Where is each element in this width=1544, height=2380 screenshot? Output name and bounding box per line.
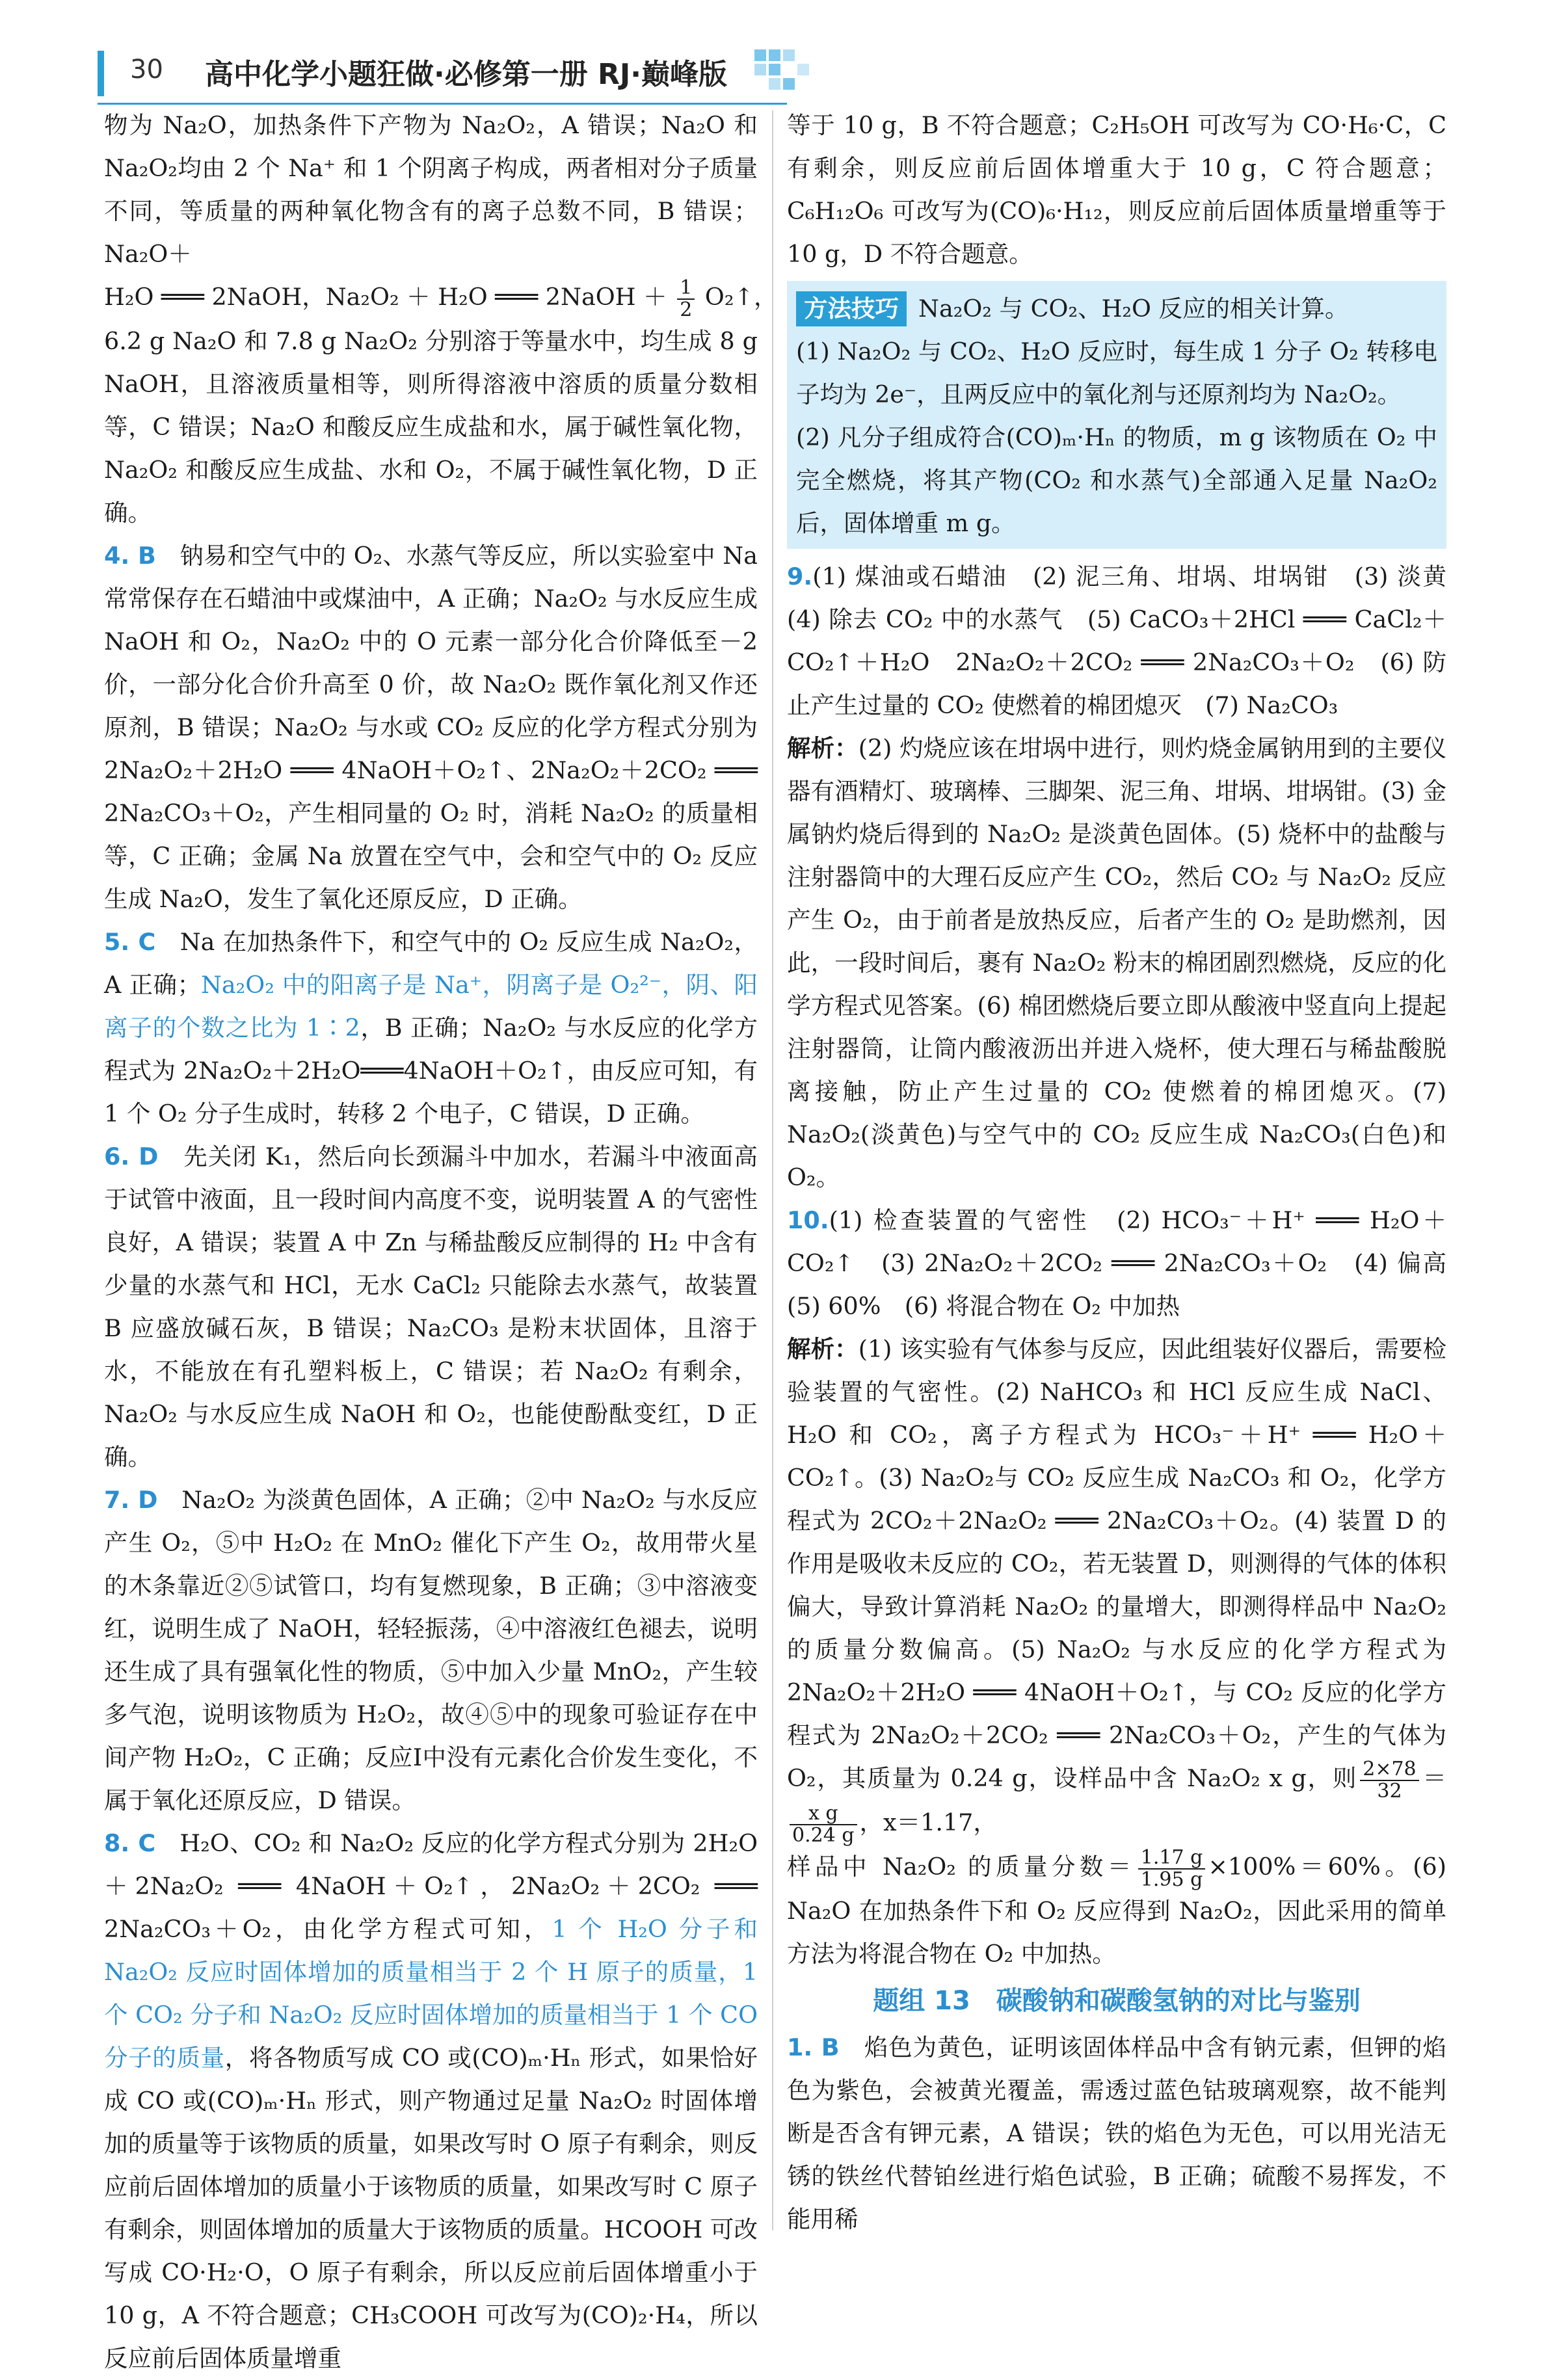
header-accent-bar: [98, 51, 104, 96]
page-header: [98, 46, 1446, 104]
right-column: [787, 104, 1471, 2241]
highlight-text: Na₂O₂ 中的阳离子是 Na⁺，阴离子是 O₂²⁻，阴、阳离子的个数之比为 1∶2: [104, 971, 758, 1042]
tip-tag: 方法技巧: [796, 291, 907, 326]
section-title: 题组 13 碳酸钠和碳酸氢钠的对比与鉴别: [873, 1986, 1361, 2016]
book-title: 高中化学小题狂做·必修第一册 RJ·巅峰版: [205, 58, 727, 91]
answer-7: 7. D Na₂O₂ 为淡黄色固体，A 正确；②中 Na₂O₂ 与水反应产生 O₂，⑤中 H₂O₂ 在 MnO₂ 催化下产生 O₂，故用带火星的木条靠近②⑤试管口，均有复燃现象，B 正确；③中溶液变红，说明生成了 NaOH，轻轻振荡，④中溶液红色褪去，说明还生成了具有强氧化性的物质，⑤中加入少量 MnO₂，产生较多气泡，说明该物质为 H₂O₂，故④⑤中的现象可验证存在中间产物 H₂O₂，C 正确；反应Ⅰ中没有元素化合价发生变化，不属于氧化还原反应，D 错误。: [104, 1486, 758, 1814]
answer-6: 6. D 先关闭 K₁，然后向长颈漏斗中加水，若漏斗中液面高于试管中液面，且一段时间内高度不变，说明装置 A 的气密性良好，A 错误；装置 A 中 Zn 与稀盐酸反应制得的 H₂ 中含有少量的水蒸气和 HCl，无水 CaCl₂ 只能除去水蒸气，故装置 B 应盛放碱石灰，B 错误；Na₂CO₃ 是粉末状固体，且溶于水，不能放在有孔塑料板上，C 错误；若 Na₂O₂ 有剩余，Na₂O₂ 与水反应生成 NaOH 和 O₂，也能使酚酞变红，D 正确。: [104, 1143, 758, 1471]
answer-8: 8. C H₂O、CO₂ 和 Na₂O₂ 反应的化学方程式分别为 2H₂O＋2Na₂O₂ ═══ 4NaOH＋O₂↑，2Na₂O₂＋2CO₂ ═══ 2Na₂CO₃＋O₂，由化学方程式可知，1 个 H₂O 分子和 Na₂O₂ 反应时固体增加的质量相当于 2 个 H 原子的质量，1 个 CO₂ 分子和 Na₂O₂ 反应时固体增加的质量相当于 1 个 CO 分子的质量，将各物质写成 CO 或(CO)ₘ·Hₙ 形式，如果恰好成 CO 或(CO)ₘ·Hₙ 形式，则产物通过足量 Na₂O₂ 时固体增加的质量等于该物质的质量，如果改写时 O 原子有剩余，则反应前后固体增加的质量小于该物质的质量，如果改写时 C 原子有剩余，则固体增加的质量大于该物质的质量。HCOOH 可改写成 CO·H₂·O，O 原子有剩余，所以反应前后固体增重小于 10 g，A 不符合题意；CH₃COOH 可改写为(CO)₂·H₄，所以反应前后固体质量增重: [104, 1829, 758, 2372]
fraction-mass: $\frac{1.17 g}{1.95 g}$: [1138, 1847, 1206, 1890]
fraction-ratio-1: $\frac{2\times 78}{32}$: [1360, 1759, 1418, 1801]
tip-point-2: (2) 凡分子组成符合(CO)ₘ·Hₙ 的物质，m g 该物质在 O₂ 中完全燃烧，将其产物(CO₂ 和水蒸气)全部通入足量 Na₂O₂ 后，固体增重 m g。: [796, 423, 1437, 537]
left-column: [104, 104, 778, 2380]
answer-9: 9.(1) 煤油或石蜡油 (2) 泥三角、坩埚、坩埚钳 (3) 淡黄 (4) 除去 CO₂ 中的水蒸气 (5) CaCO₃＋2HCl ═══ CaCl₂＋CO₂↑＋H₂O 2Na₂O₂＋2CO₂ ═══ 2Na₂CO₃＋O₂ (6) 防止产生过量的 CO₂ 使燃着的棉团熄灭 (7) Na₂CO₃: [787, 562, 1471, 719]
column-divider: [772, 111, 773, 2230]
page-number: 30: [130, 55, 163, 85]
answer-10-analysis: 解析：(1) 该实验有气体参与反应，因此组装好仪器后，需要检验装置的气密性。(2) NaHCO₃ 和 HCl 反应生成 NaCl、H₂O 和 CO₂，离子方程式为 HCO₃⁻＋H⁺ ═══ H₂O＋CO₂↑。(3) Na₂O₂与 CO₂ 反应生成 Na₂CO₃ 和 O₂，化学方程式为 2CO₂＋2Na₂O₂ ═══ 2Na₂CO₃＋O₂。(4) 装置 D 的作用是吸收未反应的 CO₂，若无装置 D，则测得的气体的体积偏大，导致计算消耗 Na₂O₂ 的量增大，即测得样品中 Na₂O₂ 的质量分数偏高。(5) Na₂O₂ 与水反应的化学方程式为 2Na₂O₂＋2H₂O ═══ 4NaOH＋O₂↑，与 CO₂ 反应的化学方程式为 2Na₂O₂＋2CO₂ ═══ 2Na₂CO₃＋O₂，产生的气体为 O₂，其质量为 0.24 g，设样品中含 Na₂O₂ x g，则 $\frac{2\times 78}{32}$ ＝ $\frac{\text{x g}}{0.24 g}$ ，x＝1.17，: [787, 1335, 1447, 1847]
fraction-half: $\frac{1}{2}$: [677, 278, 695, 320]
answer-10: 10.(1) 检查装置的气密性 (2) HCO₃⁻＋H⁺ ═══ H₂O＋CO₂↑ (3) 2Na₂O₂＋2CO₂ ═══ 2Na₂CO₃＋O₂ (4) 偏高 (5) 60% (6) 将混合物在 O₂ 中加热: [787, 1206, 1471, 1320]
fraction-ratio-2: $\frac{\text{x g}}{0.24 g}$: [790, 1803, 857, 1845]
answer-4: 4. B 钠易和空气中的 O₂、水蒸气等反应，所以实验室中 Na 常常保存在石蜡油中或煤油中，A 正确；Na₂O₂ 与水反应生成 NaOH 和 O₂，Na₂O₂ 中的 O 元素一部分化合价降低至－2 价，一部分化合价升高至 0 价，故 Na₂O₂ 既作氧化剂又作还原剂，B 错误；Na₂O₂ 与水或 CO₂ 反应的化学方程式分别为 2Na₂O₂＋2H₂O ═══ 4NaOH＋O₂↑、2Na₂O₂＋2CO₂ ═══ 2Na₂CO₃＋O₂，产生相同量的 O₂ 时，消耗 Na₂O₂ 的质量相等，C 正确；金属 Na 放置在空气中，会和空气中的 O₂ 反应生成 Na₂O，发生了氧化还原反应，D 正确。: [104, 542, 758, 913]
mass-fraction-line: 样品中 Na₂O₂ 的质量分数＝ $\frac{1.17 g}{1.95 g}$ ×100%＝60%。(6) Na₂O 在加热条件下和 O₂ 反应得到 Na₂O₂，因此采用的简单方法为将混合物在 O₂ 中加热。: [787, 1846, 1446, 1968]
answer-5: 5. C Na 在加热条件下，和空气中的 O₂ 反应生成 Na₂O₂，A 正确；Na₂O₂ 中的阳离子是 Na⁺，阴离子是 O₂²⁻，阴、阳离子的个数之比为 1∶2，B 正确；Na₂O₂ 与水反应的化学方程式为 2Na₂O₂＋2H₂O═══4NaOH＋O₂↑，由反应可知，有 1 个 O₂ 分子生成时，转移 2 个电子，C 错误，D 正确。: [104, 928, 758, 1128]
answer-8-continued: 等于 10 g，B 不符合题意；C₂H₅OH 可改写为 CO·H₆·C，C 有剩余，则反应前后固体增重大于 10 g，C 符合题意；C₆H₁₂O₆ 可改写为(CO)₆·H₁₂，则反应前后固体质量增重等于 10 g，D 不符合题意。: [787, 111, 1446, 268]
method-tip-box: [787, 281, 1446, 549]
q3-continued: 物为 Na₂O，加热条件下产物为 Na₂O₂，A 错误；Na₂O 和 Na₂O₂均由 2 个 Na⁺ 和 1 个阴离子构成，两者相对分子质量不同，等质量的两种氧化物含有的离子总数不同，B 错误；Na₂O＋: [104, 111, 758, 268]
tip-heading: 方法技巧 Na₂O₂ 与 CO₂、H₂O 反应的相关计算。: [796, 287, 1437, 330]
answer-9-analysis: 解析：(2) 灼烧应该在坩埚中进行，则灼烧金属钠用到的主要仪器有酒精灯、玻璃棒、三脚架、泥三角、坩埚、坩埚钳。(3) 金属钠灼烧后得到的 Na₂O₂ 是淡黄色固体。(5) 烧杯中的盐酸与注射器筒中的大理石反应产生 CO₂，然后 CO₂ 与 Na₂O₂ 反应产生 O₂，由于前者是放热反应，后者产生的 O₂ 是助燃剂，因此，一段时间后，裹有 Na₂O₂ 粉末的棉团剧烈燃烧，反应的化学方程式见答案。(6) 棉团燃烧后要立即从酸液中竖直向上提起注射器筒，让筒内酸液沥出并进入烧杯，使大理石与稀盐酸脱离接触，防止产生过量的 CO₂ 使燃着的棉团熄灭。(7) Na₂O₂(淡黄色)与空气中的 CO₂ 反应生成 Na₂CO₃(白色)和 O₂。: [787, 734, 1447, 1191]
highlight-text: 1 个 H₂O 分子和 Na₂O₂ 反应时固体增加的质量相当于 2 个 H 原子的质量，1 个 CO₂ 分子和 Na₂O₂ 反应时固体增加的质量相当于 1 个 CO 分子的质量: [104, 1915, 758, 2072]
header-square-pattern-icon: [754, 49, 813, 95]
q3-equation-line: H₂O ═══ 2NaOH，Na₂O₂ ＋ H₂O ═══ 2NaOH ＋ $\frac{1}{2}$ O₂↑，: [104, 276, 778, 321]
tip-point-1: (1) Na₂O₂ 与 CO₂、H₂O 反应时，每生成 1 分子 O₂ 转移电子均为 2e⁻，且两反应中的氧化剂与还原剂均为 Na₂O₂。: [796, 337, 1437, 408]
group13-answer-1: 1. B 焰色为黄色，证明该固体样品中含有钠元素，但钾的焰色为紫色，会被黄光覆盖，需透过蓝色钴玻璃观察，故不能判断是否含有钾元素，A 错误；铁的焰色为无色，可以用光洁无锈的铁丝代替铂丝进行焰色试验，B 正确；硫酸不易挥发，不能用稀: [787, 2033, 1447, 2233]
q3-conclusion: 6.2 g Na₂O 和 7.8 g Na₂O₂ 分别溶于等量水中，均生成 8 g NaOH，且溶液质量相等，则所得溶液中溶质的质量分数相等，C 错误；Na₂O 和酸反应生成盐和水，属于碱性氧化物，Na₂O₂ 和酸反应生成盐、水和 O₂，不属于碱性氧化物，D 正确。: [104, 327, 758, 527]
